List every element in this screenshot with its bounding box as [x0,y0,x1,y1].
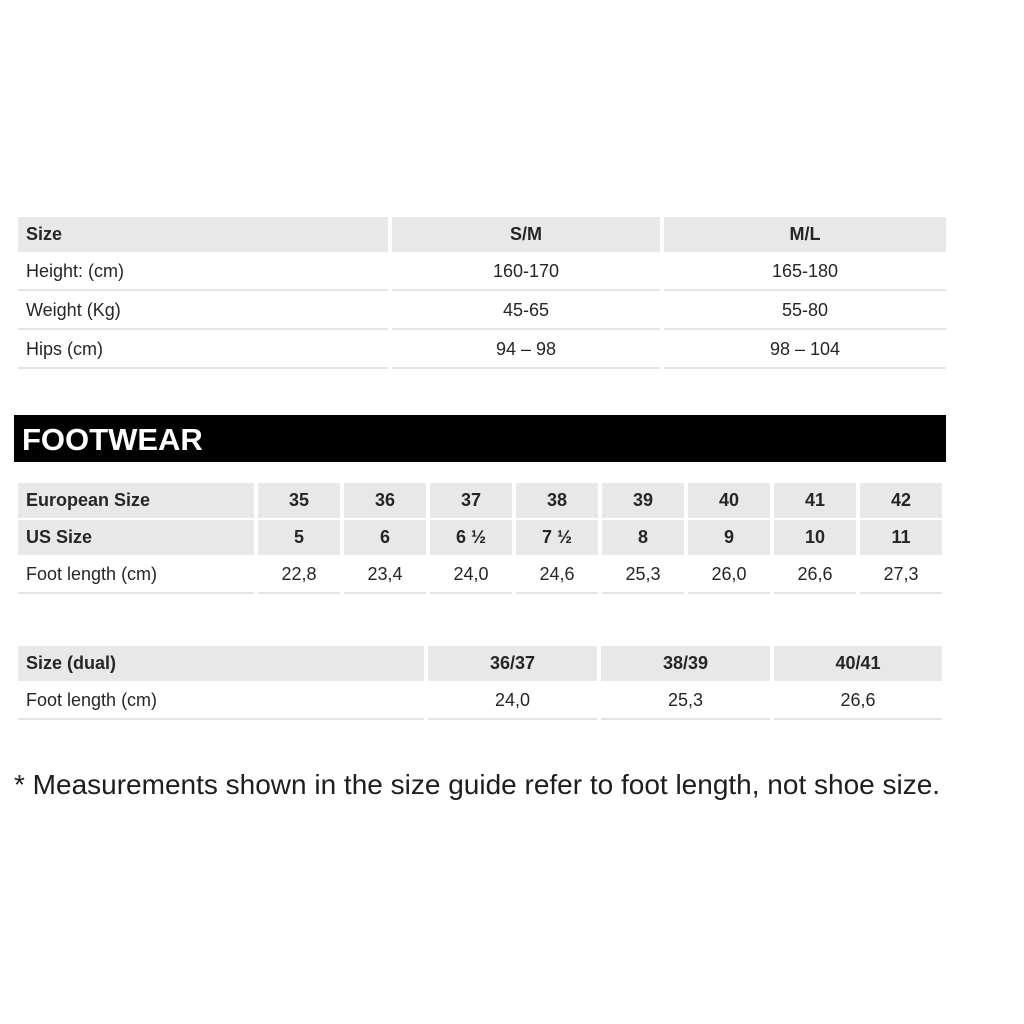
dual-size-table [14,644,946,722]
foot-length-row [18,557,942,594]
hips-sm-value: 94 – 98 [392,332,660,369]
size-header-sm: S/M [392,217,660,252]
foot-length-cell: 23,4 [344,557,426,594]
foot-length-cell: 24,0 [430,557,512,594]
european-size-cell: 39 [602,483,684,518]
european-size-row [18,483,942,518]
dual-foot-length-cell: 25,3 [601,683,770,720]
us-size-cell: 10 [774,520,856,555]
foot-length-cell: 26,6 [774,557,856,594]
european-size-cell: 42 [860,483,942,518]
weight-sm-value: 45-65 [392,293,660,330]
foot-length-cell: 22,8 [258,557,340,594]
foot-length-label: Foot length (cm) [18,557,254,594]
size-header-label: Size [18,217,388,252]
footwear-size-table [14,481,946,596]
size-header-ml: M/L [664,217,946,252]
foot-length-cell: 25,3 [602,557,684,594]
us-size-row [18,520,942,555]
size-chart-table [14,215,950,371]
european-size-cell: 35 [258,483,340,518]
hips-ml-value: 98 – 104 [664,332,946,369]
us-size-cell: 6 ½ [430,520,512,555]
european-size-cell: 40 [688,483,770,518]
dual-size-label: Size (dual) [18,646,424,681]
european-size-cell: 41 [774,483,856,518]
height-label: Height: (cm) [18,254,388,291]
european-size-cell: 36 [344,483,426,518]
dual-size-header-row [18,646,942,681]
size-header-row [18,217,946,252]
dual-foot-length-cell: 24,0 [428,683,597,720]
height-sm-value: 160-170 [392,254,660,291]
dual-foot-length-label: Foot length (cm) [18,683,424,720]
dual-size-cell: 38/39 [601,646,770,681]
european-size-cell: 37 [430,483,512,518]
weight-ml-value: 55-80 [664,293,946,330]
us-size-cell: 7 ½ [516,520,598,555]
dual-size-cell: 40/41 [774,646,942,681]
us-size-cell: 9 [688,520,770,555]
height-row [18,254,946,291]
us-size-cell: 6 [344,520,426,555]
foot-length-cell: 24,6 [516,557,598,594]
measurement-footnote: * Measurements shown in the size guide refer to foot length, not shoe size. [14,769,941,800]
us-size-cell: 5 [258,520,340,555]
hips-label: Hips (cm) [18,332,388,369]
foot-length-cell: 26,0 [688,557,770,594]
foot-length-cell: 27,3 [860,557,942,594]
dual-size-cell: 36/37 [428,646,597,681]
dual-foot-length-cell: 26,6 [774,683,942,720]
footwear-section-title: FOOTWEAR [14,415,946,462]
european-size-label: European Size [18,483,254,518]
weight-label: Weight (Kg) [18,293,388,330]
weight-row [18,293,946,330]
european-size-cell: 38 [516,483,598,518]
us-size-cell: 8 [602,520,684,555]
us-size-cell: 11 [860,520,942,555]
hips-row [18,332,946,369]
us-size-label: US Size [18,520,254,555]
height-ml-value: 165-180 [664,254,946,291]
dual-foot-length-row [18,683,942,720]
